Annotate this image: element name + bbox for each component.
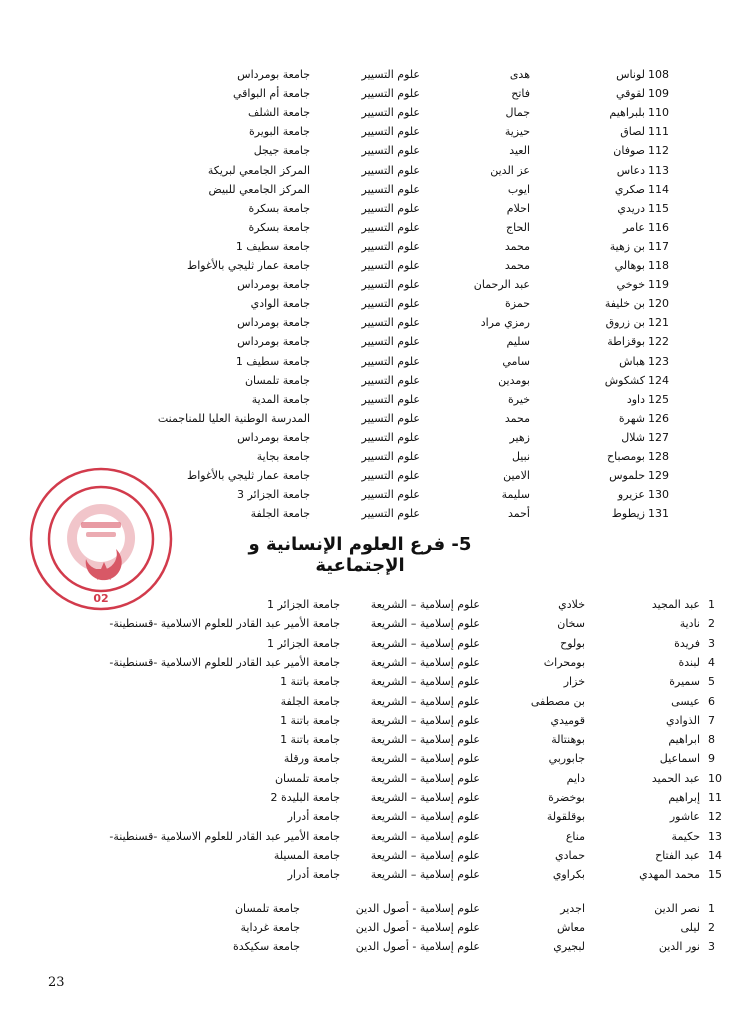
first-name: عبد المجيد (651, 598, 700, 611)
row-number: 12 (708, 810, 722, 824)
row-number: 110 (648, 106, 669, 120)
table-row (0, 900, 749, 918)
first-name: نصر الدين (654, 902, 700, 915)
table-row (0, 142, 749, 160)
first-name: عيسى (671, 694, 700, 708)
row-number: 125 (648, 392, 669, 406)
last-name: كشكوش (604, 373, 645, 387)
table-row (0, 333, 749, 351)
university: جامعة بجاية (256, 450, 310, 463)
field-of-study: علوم إسلامية – الشريعة (370, 713, 480, 727)
university: جامعة باتنة 1 (280, 713, 340, 727)
first-name: العيد (509, 144, 530, 158)
field-of-study: علوم التسيير (361, 68, 420, 81)
last-name: اجدير (560, 902, 585, 915)
row-number: 129 (648, 469, 669, 483)
last-name: بن مصطفى (530, 694, 585, 708)
row-number: 1 (708, 902, 715, 915)
field-of-study: علوم التسيير (361, 278, 420, 292)
last-name: بن زهية (609, 239, 645, 253)
row-number: 114 (648, 182, 669, 196)
table-row (0, 162, 749, 180)
last-name: بومصباح (607, 450, 645, 463)
table-row (0, 712, 749, 730)
row-number: 117 (648, 239, 669, 253)
first-name: سليمة (501, 488, 530, 502)
first-name: زهير (509, 430, 530, 444)
first-name: حيزية (504, 125, 530, 139)
university: المركز الجامعي لبريكة (207, 163, 310, 177)
table-row (0, 693, 749, 711)
last-name: شلال (621, 430, 645, 444)
table-row (0, 314, 749, 332)
field-of-study: علوم التسيير (361, 220, 420, 234)
field-of-study: علوم التسيير (361, 163, 420, 177)
row-number: 111 (648, 125, 669, 139)
field-of-study: علوم التسيير (361, 430, 420, 444)
last-name: سخان (557, 617, 585, 631)
university: جامعة المدية (251, 392, 310, 406)
last-name: دريدي (617, 201, 645, 215)
university: جامعة عمار ثليجي بالأغواط (187, 259, 310, 272)
last-name: لصاق (620, 125, 645, 139)
first-name: سميرة (669, 675, 700, 689)
university: جامعة الجلفة (250, 507, 310, 521)
university: جامعة الأمير عبد القادر للعلوم الاسلامية -قسنطينة- (109, 829, 340, 843)
row-number: 124 (648, 373, 669, 387)
table-row (0, 276, 749, 294)
field-of-study: علوم التسيير (361, 125, 420, 139)
field-of-study: علوم إسلامية – الشريعة (370, 694, 480, 708)
last-name: دايم (566, 771, 585, 785)
first-name: عبد الحميد (651, 771, 700, 785)
row-number: 128 (648, 450, 669, 463)
first-name: عبد الرحمان (473, 278, 530, 292)
first-name: هدى (509, 68, 530, 81)
university: جامعة جيجل (253, 144, 310, 158)
field-of-study: علوم التسيير (361, 392, 420, 406)
row-number: 109 (648, 87, 669, 101)
table-row (0, 770, 749, 788)
first-name: رمزي مراد (480, 316, 530, 330)
university: جامعة الجلفة (280, 694, 340, 708)
first-name: محمد المهدي (639, 868, 700, 882)
university: جامعة بومرداس (237, 430, 310, 444)
table-row (0, 750, 749, 768)
row-number: 122 (648, 335, 669, 349)
field-of-study: علوم التسيير (361, 297, 420, 311)
last-name: بوقلقولة (546, 810, 585, 824)
section-heading: 5- فرع العلوم الإنسانية و الإجتماعية (248, 534, 472, 576)
university: جامعة الجزائر 3 (236, 488, 310, 502)
official-seal-stamp (26, 464, 176, 614)
table-row (0, 635, 749, 653)
university: جامعة بومرداس (237, 335, 310, 349)
university: جامعة أم البواقي (233, 87, 310, 101)
field-of-study: علوم التسيير (361, 259, 420, 272)
last-name: هباش (619, 354, 645, 368)
field-of-study: علوم التسيير (361, 373, 420, 387)
first-name: محمد (504, 239, 530, 253)
row-number: 131 (648, 507, 669, 521)
first-name: عاشور (669, 810, 700, 824)
last-name: صكري (614, 182, 645, 196)
table-row (0, 391, 749, 409)
table-row (0, 731, 749, 749)
table-row (0, 615, 749, 633)
university: جامعة الأمير عبد القادر للعلوم الاسلامية -قسنطينة- (109, 655, 340, 669)
first-name: خيرة (508, 392, 530, 406)
last-name: عامر (623, 220, 645, 234)
first-name: نبيل (511, 450, 530, 463)
last-name: بوهنتالة (551, 733, 585, 747)
row-number: 5 (708, 675, 715, 689)
first-name: سامي (502, 354, 530, 368)
university: جامعة أدرار (287, 810, 340, 824)
field-of-study: علوم إسلامية – الشريعة (370, 829, 480, 843)
first-name: الذوادي (665, 713, 700, 727)
field-of-study: علوم إسلامية – الشريعة (370, 675, 480, 689)
university: جامعة تلمسان (234, 902, 300, 915)
row-number: 3 (708, 940, 715, 953)
first-name: أحمد (508, 507, 530, 521)
row-number: 11 (708, 791, 722, 804)
first-name: احلام (506, 201, 530, 215)
table-row (0, 938, 749, 956)
first-name: جمال (505, 106, 530, 120)
row-number: 7 (708, 713, 715, 727)
row-number: 14 (708, 848, 722, 862)
last-name: صوفان (613, 144, 645, 158)
last-name: قوميدي (550, 713, 585, 727)
table-row (0, 295, 749, 313)
field-of-study: علوم التسيير (361, 354, 420, 368)
university: جامعة بسكرة (248, 220, 310, 234)
row-number: 1 (708, 598, 715, 611)
university: جامعة المسيلة (273, 848, 340, 862)
field-of-study: علوم التسيير (361, 144, 420, 158)
last-name: لبجيري (553, 940, 585, 953)
university: جامعة الأمير عبد القادر للعلوم الاسلامية -قسنطينة- (109, 617, 340, 631)
university: جامعة بومرداس (237, 68, 310, 81)
table-row (0, 919, 749, 937)
table-row (0, 847, 749, 865)
first-name: سليم (506, 335, 530, 349)
row-number: 13 (708, 829, 722, 843)
row-number: 2 (708, 617, 715, 631)
last-name: بوقزاطة (607, 335, 645, 349)
field-of-study: علوم إسلامية - أصول الدين (355, 940, 480, 953)
row-number: 120 (648, 297, 669, 311)
first-name: الامين (503, 469, 530, 483)
first-name: ليلى (680, 921, 700, 934)
university: جامعة الوادي (250, 297, 310, 311)
first-name: فريدة (674, 636, 700, 650)
row-number: 130 (648, 488, 669, 502)
university: جامعة الجزائر 1 (266, 598, 340, 611)
university: جامعة بومرداس (237, 316, 310, 330)
university: جامعة بسكرة (248, 201, 310, 215)
university: جامعة سكيكدة (233, 940, 300, 953)
field-of-study: علوم التسيير (361, 469, 420, 483)
field-of-study: علوم إسلامية - أصول الدين (355, 921, 480, 934)
last-name: حمادي (554, 848, 585, 862)
university: جامعة سطيف 1 (235, 354, 310, 368)
university: جامعة ورقلة (283, 752, 340, 766)
university: جامعة الجزائر 1 (266, 636, 340, 650)
table-row (0, 429, 749, 447)
field-of-study: علوم التسيير (361, 411, 420, 425)
field-of-study: علوم إسلامية – الشريعة (370, 636, 480, 650)
table-row (0, 828, 749, 846)
university: المدرسة الوطنية العليا للمناجمنت (157, 411, 310, 425)
table-row (0, 219, 749, 237)
row-number: 2 (708, 921, 715, 934)
table-row (0, 789, 749, 807)
last-name: شهرة (618, 411, 645, 425)
first-name: عز الدين (490, 163, 530, 177)
first-name: عبد الفتاح (655, 848, 700, 862)
first-name: حكيمة (671, 829, 700, 843)
university: جامعة تلمسان (244, 373, 310, 387)
row-number: 10 (708, 771, 722, 785)
table-row (0, 66, 749, 84)
university: جامعة باتنة 1 (280, 675, 340, 689)
last-name: جابوربي (548, 752, 585, 766)
last-name: لوناس (616, 68, 645, 81)
row-number: 9 (708, 752, 715, 766)
last-name: مناع (565, 829, 585, 843)
university: المركز الجامعي للبيض (208, 182, 310, 196)
field-of-study: علوم التسيير (361, 507, 420, 521)
last-name: بلبراهيم (609, 106, 645, 120)
row-number: 4 (708, 655, 715, 669)
row-number: 15 (708, 868, 722, 882)
last-name: حلموس (609, 469, 645, 483)
last-name: بوخضرة (548, 791, 585, 804)
first-name: اسماعيل (659, 752, 700, 766)
university: جامعة سطيف 1 (235, 239, 310, 253)
row-number: 123 (648, 354, 669, 368)
first-name: إبراهيم (668, 791, 700, 804)
last-name: دعاس (616, 163, 645, 177)
table-row (0, 673, 749, 691)
first-name: الحاج (506, 220, 530, 234)
last-name: خوخي (616, 278, 645, 292)
last-name: خزار (563, 675, 585, 689)
row-number: 116 (648, 220, 669, 234)
last-name: بولوح (560, 636, 585, 650)
table-row (0, 866, 749, 884)
first-name: ابراهيم (668, 733, 700, 747)
field-of-study: علوم التسيير (361, 488, 420, 502)
last-name: زيطوط (611, 507, 645, 521)
university: جامعة غرداية (240, 921, 300, 934)
table-row (0, 104, 749, 122)
field-of-study: علوم التسيير (361, 335, 420, 349)
last-name: بن زروق (605, 316, 645, 330)
field-of-study: علوم إسلامية – الشريعة (370, 752, 480, 766)
field-of-study: علوم التسيير (361, 87, 420, 101)
field-of-study: علوم إسلامية - أصول الدين (355, 902, 480, 915)
field-of-study: علوم التسيير (361, 182, 420, 196)
university: جامعة باتنة 1 (280, 733, 340, 747)
row-number: 115 (648, 201, 669, 215)
first-name: نور الدين (658, 940, 700, 953)
university: جامعة الشلف (248, 106, 310, 120)
first-name: لبندة (678, 655, 700, 669)
last-name: معاش (557, 921, 585, 934)
table-row (0, 808, 749, 826)
first-name: ايوب (507, 182, 530, 196)
last-name: بن خليفة (604, 297, 645, 311)
first-name: محمد (504, 411, 530, 425)
page-number: 23 (48, 975, 65, 990)
university: جامعة بومرداس (237, 278, 310, 292)
table-row (0, 654, 749, 672)
first-name: بومدين (498, 373, 530, 387)
last-name: داود (626, 392, 645, 406)
field-of-study: علوم التسيير (361, 106, 420, 120)
last-name: خلادي (558, 598, 585, 611)
row-number: 112 (648, 144, 669, 158)
table-row (0, 85, 749, 103)
field-of-study: علوم إسلامية – الشريعة (370, 791, 480, 804)
row-number: 119 (648, 278, 669, 292)
row-number: 126 (648, 411, 669, 425)
row-number: 108 (648, 68, 669, 81)
first-name: حمزة (505, 297, 530, 311)
university: جامعة البويرة (248, 125, 310, 139)
field-of-study: علوم إسلامية – الشريعة (370, 655, 480, 669)
table-row (0, 123, 749, 141)
field-of-study: علوم إسلامية – الشريعة (370, 848, 480, 862)
university: جامعة تلمسان (274, 771, 340, 785)
row-number: 113 (648, 163, 669, 177)
table-row (0, 410, 749, 428)
table-row (0, 257, 749, 275)
field-of-study: علوم إسلامية – الشريعة (370, 771, 480, 785)
first-name: محمد (504, 259, 530, 272)
first-name: فاتح (511, 87, 530, 101)
last-name: لقوقي (615, 87, 645, 101)
row-number: 127 (648, 430, 669, 444)
table-row (0, 200, 749, 218)
field-of-study: علوم إسلامية – الشريعة (370, 617, 480, 631)
last-name: بكراوي (552, 868, 585, 882)
last-name: بومحراث (543, 655, 585, 669)
university: جامعة البليدة 2 (270, 791, 340, 804)
row-number: 6 (708, 694, 715, 708)
row-number: 118 (648, 259, 669, 272)
field-of-study: علوم التسيير (361, 239, 420, 253)
last-name: بوهالي (614, 259, 645, 272)
first-name: نادية (679, 617, 700, 631)
row-number: 121 (648, 316, 669, 330)
row-number: 3 (708, 636, 715, 650)
last-name: عزيرو (617, 488, 645, 502)
table-row (0, 238, 749, 256)
field-of-study: علوم إسلامية – الشريعة (370, 733, 480, 747)
university: جامعة أدرار (287, 868, 340, 882)
row-number: 8 (708, 733, 715, 747)
university: جامعة عمار ثليجي بالأغواط (187, 469, 310, 483)
stamp-number: 02 (93, 592, 109, 605)
field-of-study: علوم إسلامية – الشريعة (370, 868, 480, 882)
field-of-study: علوم إسلامية – الشريعة (370, 598, 480, 611)
field-of-study: علوم التسيير (361, 450, 420, 463)
field-of-study: علوم التسيير (361, 201, 420, 215)
field-of-study: علوم التسيير (361, 316, 420, 330)
table-row (0, 353, 749, 371)
field-of-study: علوم إسلامية – الشريعة (370, 810, 480, 824)
table-row (0, 372, 749, 390)
table-row (0, 181, 749, 199)
